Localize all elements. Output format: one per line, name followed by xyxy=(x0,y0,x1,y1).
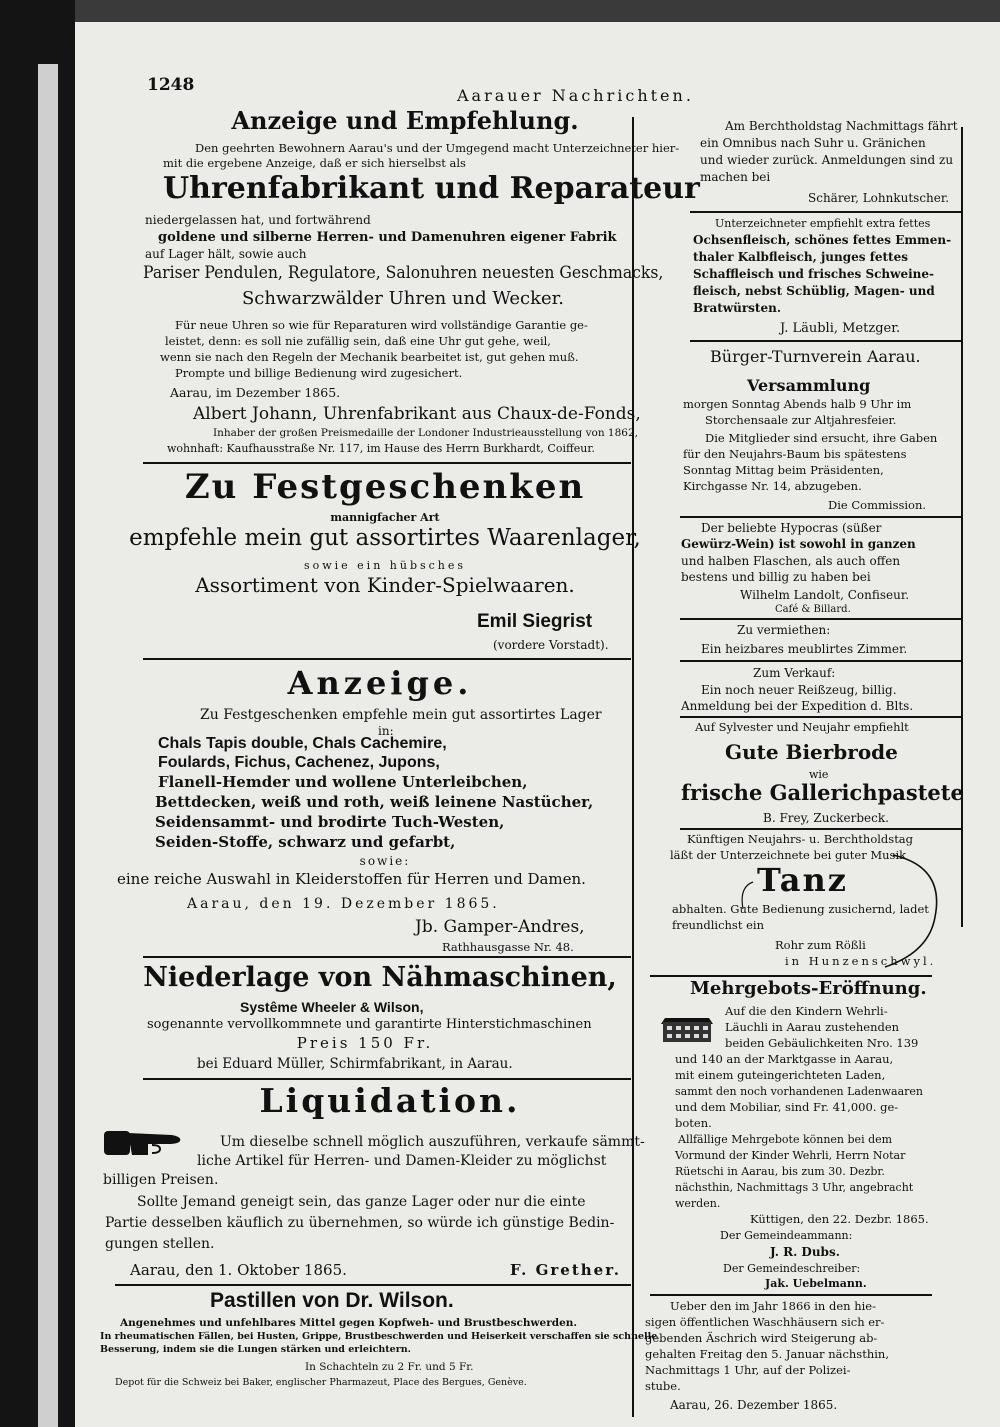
ad6-l3: Besserung, indem sie die Lungen stärken und erleichtern. xyxy=(100,1344,411,1355)
r-ad10-date: Aarau, 26. Dezember 1865. xyxy=(670,1398,838,1412)
pointing-hand-icon xyxy=(102,1125,184,1159)
ad4-l3: Preis 150 Fr. xyxy=(296,1034,434,1052)
r-ad3-separator xyxy=(680,516,962,518)
ad6-l2: In rheumatischen Fällen, bei Husten, Grippe, Brustbeschwerden und Heiserkeit verschaffen sie schnelle xyxy=(100,1331,658,1342)
r-ad10-l3: gebenden Äschrich wird Steigerung ab- xyxy=(645,1331,878,1345)
r-ad6-l2: Anmeldung bei der Expedition d. Blts. xyxy=(681,699,914,713)
ad1-note2: wohnhaft: Kaufhausstraße Nr. 117, im Hause des Herrn Burkhardt, Coiffeur. xyxy=(167,442,595,455)
ad1-l2: goldene und silberne Herren- und Damenuhren eigener Fabrik xyxy=(158,230,617,245)
r-ad2-l2: Ochsenfleisch, schönes fettes Emmen- xyxy=(693,233,952,247)
column-divider xyxy=(632,117,634,1417)
ad1-title: Anzeige und Empfehlung. xyxy=(231,106,579,135)
ad3-l3: Chals Tapis double, Chals Cachemire, xyxy=(158,735,447,752)
r-ad6-l1: Ein noch neuer Reißzeug, billig. xyxy=(701,683,897,697)
r-ad3-l4: für den Neujahrs-Baum bis spätestens xyxy=(683,447,907,461)
r-ad9-l9: Allfällige Mehrgebote können bei dem xyxy=(678,1133,893,1146)
ad5-l5: Partie desselben käuflich zu übernehmen, so würde ich günstige Bedin- xyxy=(105,1215,615,1231)
ad3-separator xyxy=(143,956,631,958)
r-ad1-l2: ein Omnibus nach Suhr u. Gränichen xyxy=(700,136,926,150)
r-ad8-place: in Hunzenschwyl. xyxy=(785,954,937,968)
ad2-separator xyxy=(143,658,631,660)
ad2-l1: mannigfacher Art xyxy=(330,511,440,524)
ad6-l1: Angenehmes und unfehlbares Mittel gegen Kopfweh- und Brustbeschwerden. xyxy=(120,1317,578,1329)
r-ad3-title: Bürger-Turnverein Aarau. xyxy=(710,347,921,366)
ad3-l1: Zu Festgeschenken empfehle mein gut assortirtes Lager xyxy=(200,707,602,723)
r-ad3-l5: Sonntag Mittag beim Präsidenten, xyxy=(683,463,884,477)
r-ad10-l1: Ueber den im Jahr 1866 in den hie- xyxy=(670,1299,876,1313)
ad5-l2: liche Artikel für Herren- und Damen-Kleider zu möglichst xyxy=(197,1153,607,1169)
r-ad9-l10: Vormund der Kinder Wehrli, Herrn Notar xyxy=(675,1149,906,1162)
ad4-l4: bei Eduard Müller, Schirmfabrikant, in Aarau. xyxy=(197,1056,513,1072)
r-ad8-l3: abhalten. Gute Bedienung zusichernd, ladet xyxy=(672,902,929,916)
r-ad3-l1: morgen Sonntag Abends halb 9 Uhr im xyxy=(683,397,912,411)
ad1-trade: Uhrenfabrikant und Reparateur xyxy=(163,171,700,206)
ad5-l1: Um dieselbe schnell möglich auszuführen, verkaufe sämmt- xyxy=(220,1134,645,1150)
ad2-signer: Emil Siegrist xyxy=(477,611,593,632)
r-ad7-separator xyxy=(680,828,962,830)
r-ad1-l4: machen bei xyxy=(700,170,771,184)
r-ad9-l5: mit einem guteingerichteten Laden, xyxy=(675,1068,886,1082)
ad3-l2: in: xyxy=(378,724,394,738)
r-ad9-l1: Auf die den Kindern Wehrli- xyxy=(725,1004,888,1018)
r-ad10-l6: stube. xyxy=(645,1379,681,1393)
ad5-l4: Sollte Jemand geneigt sein, das ganze Lager oder nur die einte xyxy=(137,1194,586,1210)
ad6-l4: In Schachteln zu 2 Fr. und 5 Fr. xyxy=(305,1361,474,1373)
ad2-addr: (vordere Vorstadt). xyxy=(493,638,609,652)
r-ad9-signer1: J. R. Dubs. xyxy=(770,1245,840,1259)
r-ad8-l4: freundlichst ein xyxy=(672,918,765,932)
ad4-l2: sogenannte vervollkommnete und garantirte Hinterstichmaschinen xyxy=(147,1017,592,1032)
r-ad9-l8: boten. xyxy=(675,1116,712,1130)
r-ad6-separator xyxy=(680,716,962,718)
ad2-l2: empfehle mein gut assortirtes Waarenlager, xyxy=(129,525,641,551)
ad1-signer: Albert Johann, Uhrenfabrikant aus Chaux-de-Fonds, xyxy=(193,404,641,424)
newspaper-page xyxy=(75,22,1000,1427)
r-ad3-l6: Kirchgasse Nr. 14, abzugeben. xyxy=(683,479,862,493)
r-ad7-l2: Gute Bierbrode xyxy=(725,740,898,764)
r-ad7-l1: Auf Sylvester und Neujahr empfiehlt xyxy=(695,720,909,734)
r-ad9-l4: und 140 an der Marktgasse in Aarau, xyxy=(675,1052,894,1066)
r-ad9-title: Mehrgebots-Eröffnung. xyxy=(690,978,927,999)
ad5-title: Liquidation. xyxy=(259,1081,521,1120)
r-ad9-l2: Läuchli in Aarau zustehenden xyxy=(725,1020,900,1034)
r-ad8-title: Tanz xyxy=(757,861,848,899)
r-ad10-l5: Nachmittags 1 Uhr, auf der Polizei- xyxy=(645,1363,851,1377)
r-ad4-l1: Der beliebte Hypocras (süßer xyxy=(701,521,882,535)
ad1-note1: Inhaber der großen Preismedaille der Londoner Industrieausstellung von 1862, xyxy=(213,427,638,439)
ad6-l5: Depot für die Schweiz bei Baker, englischer Pharmazeut, Place des Bergues, Genève. xyxy=(115,1377,527,1388)
right-border xyxy=(961,127,963,927)
r-ad9-l7: und dem Mobiliar, sind Fr. 41,000. ge- xyxy=(675,1100,899,1114)
ad2-title: Zu Festgeschenken xyxy=(184,467,586,507)
r-ad3-l2: Storchensaale zur Altjahresfeier. xyxy=(705,413,897,427)
ad5-l6: gungen stellen. xyxy=(105,1236,215,1252)
ad5-separator xyxy=(115,1284,631,1286)
r-ad8-l2: läßt der Unterzeichnete bei guter Musik xyxy=(670,848,907,862)
r-ad1-l1: Am Berchtholdstag Nachmittags fährt xyxy=(725,119,958,133)
ad1-separator xyxy=(143,462,631,464)
ad3-l5: Flanell-Hemder und wollene Unterleibchen, xyxy=(158,773,528,791)
r-ad3-l3: Die Mitglieder sind ersucht, ihre Gaben xyxy=(705,431,938,445)
pen-mark-icon xyxy=(725,847,955,972)
r-ad9-l11: Rüetschi in Aarau, bis zum 30. Dezbr. xyxy=(675,1165,885,1178)
r-ad4-signer: Wilhelm Landolt, Confiseur. xyxy=(740,588,910,602)
ad1-l3: auf Lager hält, sowie auch xyxy=(145,247,307,261)
ad2-l3: sowie ein hübsches xyxy=(303,559,467,572)
running-head: Aarauer Nachrichten. xyxy=(457,86,694,105)
ad3-l4: Foulards, Fichus, Cachenez, Jupons, xyxy=(158,754,440,771)
r-ad4-sub: Café & Billard. xyxy=(775,604,851,615)
r-ad9-l3: beiden Gebäulichkeiten Nro. 139 xyxy=(725,1036,919,1050)
r-ad8-separator xyxy=(650,975,932,977)
r-ad5-l1: Ein heizbares meublirtes Zimmer. xyxy=(701,642,908,656)
r-ad1-signer: Schärer, Lohnkutscher. xyxy=(808,191,950,205)
r-ad7-signer: B. Frey, Zuckerbeck. xyxy=(763,811,889,825)
ad1-l4: Pariser Pendulen, Regulatore, Salonuhren neuesten Geschmacks, xyxy=(143,263,664,283)
r-ad3-subtitle: Versammlung xyxy=(747,376,871,395)
r-ad2-separator xyxy=(690,340,962,342)
r-ad10-l4: gehalten Freitag den 5. Januar nächsthin, xyxy=(645,1347,889,1361)
ad5-signer: F. Grether. xyxy=(510,1261,621,1279)
ad3-l9: sowie: xyxy=(359,854,411,868)
r-ad9-separator xyxy=(650,1294,932,1296)
r-ad4-l4: bestens und billig zu haben bei xyxy=(681,570,871,584)
r-ad4-separator xyxy=(680,618,962,620)
r-ad5-title: Zu vermiethen: xyxy=(737,623,831,637)
r-ad9-signer2: Jak. Uebelmann. xyxy=(765,1277,867,1290)
ad4-separator xyxy=(143,1078,631,1080)
ad4-l1: Systême Wheeler & Wilson, xyxy=(240,999,424,1015)
ad1-l6: Für neue Uhren so wie für Reparaturen wird vollständige Garantie ge- xyxy=(175,318,588,332)
ad1-l5: Schwarzwälder Uhren und Wecker. xyxy=(241,288,565,309)
r-ad1-l3: und wieder zurück. Anmeldungen sind zu xyxy=(700,153,954,167)
r-ad1-separator xyxy=(690,211,962,213)
r-ad4-l2: Gewürz-Wein) ist sowohl in ganzen xyxy=(681,537,916,551)
house-icon xyxy=(659,1004,715,1044)
ad5-l3: billigen Preisen. xyxy=(103,1172,219,1188)
ad3-l8: Seiden-Stoffe, schwarz und gefarbt, xyxy=(155,833,456,851)
r-ad7-l3: wie xyxy=(809,768,829,781)
ad3-l6: Bettdecken, weiß und roth, weiß leinene Nastücher, xyxy=(155,793,594,811)
ad1-intro2: mit die ergebene Anzeige, daß er sich hierselbst als xyxy=(163,156,466,170)
r-ad2-l5: fleisch, nebst Schüblig, Magen- und xyxy=(693,284,935,298)
ad4-title: Niederlage von Nähmaschinen, xyxy=(143,962,617,993)
r-ad9-l6: sammt den noch vorhandenen Ladenwaaren xyxy=(675,1085,923,1098)
ad3-l7: Seidensammt- und brodirte Tuch-Westen, xyxy=(155,813,505,831)
r-ad6-title: Zum Verkauf: xyxy=(753,666,836,680)
r-ad5-separator xyxy=(680,660,962,662)
r-ad2-l6: Bratwürsten. xyxy=(693,301,781,315)
r-ad8-l1: Künftigen Neujahrs- u. Berchtholdstag xyxy=(687,832,914,846)
r-ad2-l4: Schaffleisch und frisches Schweine- xyxy=(693,267,935,281)
ad1-l8: wenn sie nach den Regeln der Mechanik bearbeitet ist, gut gehen muß. xyxy=(160,350,579,364)
page-number: 1248 xyxy=(147,75,195,95)
ad1-l9: Prompte und billige Bedienung wird zugesichert. xyxy=(175,366,463,380)
r-ad9-date: Küttigen, den 22. Dezbr. 1865. xyxy=(750,1212,929,1226)
r-ad8-signer: Rohr zum Rößli xyxy=(775,938,866,952)
r-ad2-signer: J. Läubli, Metzger. xyxy=(780,321,901,336)
r-ad10-l2: sigen öffentlichen Waschhäusern sich er- xyxy=(645,1315,885,1329)
ad1-date: Aarau, im Dezember 1865. xyxy=(170,385,341,400)
r-ad2-l3: thaler Kalbfleisch, junges fettes xyxy=(693,250,908,264)
r-ad4-l3: und halben Flaschen, als auch offen xyxy=(681,554,901,568)
r-ad2-l1: Unterzeichneter empfiehlt extra fettes xyxy=(715,217,931,230)
ad3-date: Aarau, den 19. Dezember 1865. xyxy=(187,896,500,912)
ad2-l4: Assortiment von Kinder-Spielwaaren. xyxy=(195,573,575,597)
r-ad9-l12: nächsthin, Nachmittags 3 Uhr, angebracht xyxy=(675,1181,914,1194)
ad3-title: Anzeige. xyxy=(287,664,473,702)
ad3-signer: Jb. Gamper-Andres, xyxy=(415,917,585,937)
ad1-l7: leistet, denn: es soll nie zufällig sein, daß eine Uhr gut gehe, weil, xyxy=(165,334,551,348)
r-ad7-l4: frische Gallerichpastete xyxy=(681,780,964,805)
ad5-date: Aarau, den 1. Oktober 1865. xyxy=(130,1261,347,1279)
r-ad9-l13: werden. xyxy=(675,1197,721,1210)
ad3-l10: eine reiche Auswahl in Kleiderstoffen für Herren und Damen. xyxy=(117,870,586,888)
ad3-addr: Rathhausgasse Nr. 48. xyxy=(442,940,574,954)
ad6-title: Pastillen von Dr. Wilson. xyxy=(210,1289,454,1312)
scan-edge-sheet xyxy=(38,64,58,1427)
r-ad3-signer: Die Commission. xyxy=(828,498,927,512)
ad1-intro1: Den geehrten Bewohnern Aarau's und der Umgegend macht Unterzeichneter hier- xyxy=(195,141,680,155)
r-ad9-l14: Der Gemeindeammann: xyxy=(720,1229,853,1242)
r-ad9-l15: Der Gemeindeschreiber: xyxy=(723,1262,861,1275)
ad1-l1: niedergelassen hat, und fortwährend xyxy=(145,213,371,227)
